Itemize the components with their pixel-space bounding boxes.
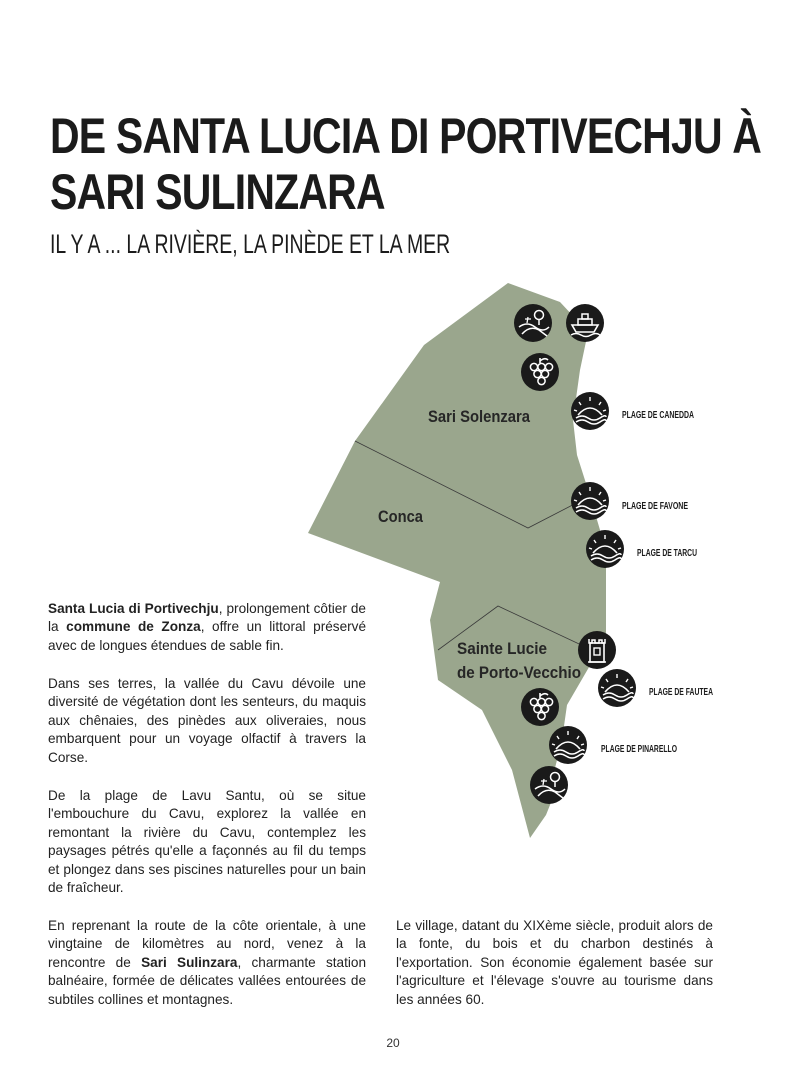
beach-sunset-icon — [571, 482, 609, 520]
tower-icon — [578, 631, 616, 669]
paragraph-intro: Santa Lucia di Portivechju, prolongement côtier de la commune de Zonza, offre un littoral préservé avec de longues étendues de sable fin. — [48, 601, 367, 653]
town-sainte-lucie-line2: de Porto-Vecchio — [457, 663, 581, 682]
town-sainte-lucie-line1: Sainte Lucie — [457, 639, 547, 658]
beach-label-fautea: PLAGE DE FAUTEA — [649, 687, 713, 698]
hiking-icon — [530, 766, 568, 804]
town-conca: Conca — [378, 507, 424, 526]
paragraph-lavu-santu: De la plage de Lavu Santu, où se situe l'embouchure du Cavu, explorez la vallée en remontant la rivière du Cavu, contemplez les paysages pétrés qu'elle a façonnés au fil du temps et plongez dans ses piscines naturelles pour un bain de fraîcheur. — [48, 788, 366, 896]
beach-sunset-icon — [586, 530, 624, 568]
beach-sunset-icon — [598, 669, 636, 707]
grapes-icon — [521, 688, 559, 726]
town-sari-solenzara: Sari Solenzara — [428, 407, 531, 426]
boat-icon — [566, 304, 604, 342]
paragraph-cavu-valley: Dans ses terres, la vallée du Cavu dévoile une diversité de végétation dont les senteurs, du maquis aux chênaies, des pinèdes aux oliveraies, nous embarquent pour un voyage olfactif à travers la Corse. — [48, 676, 366, 765]
page-number: 20 — [386, 1036, 400, 1050]
paragraph-sari-sulinzara: En reprenant la route de la côte orientale, à une vingtaine de kilomètres au nord, venez à la rencontre de Sari Sulinzara, charmante station balnéaire, formée de délicates vallées entourées de subtiles collines et montagnes. — [48, 918, 367, 1007]
beach-label-canedda: PLAGE DE CANEDDA — [622, 410, 694, 421]
beach-label-pinarello: PLAGE DE PINARELLO — [601, 744, 678, 755]
title-line-2: SARI SULINZARA — [50, 164, 385, 220]
title-line-1: DE SANTA LUCIA DI PORTIVECHJU À — [50, 108, 762, 164]
paragraph-village-history: Le village, datant du XIXème siècle, produit alors de la fonte, du bois et du charbon destinés à l'exportation. Son économie également basée sur l'agriculture et l'élevage s'ouvre au tourisme dans les années 60. — [396, 918, 713, 1007]
grapes-icon — [521, 353, 559, 391]
beach-sunset-icon — [549, 726, 587, 764]
beach-sunset-icon — [571, 392, 609, 430]
page-subtitle: IL Y A ... LA RIVIÈRE, LA PINÈDE ET LA MER — [50, 229, 451, 259]
hiking-icon — [514, 304, 552, 342]
beach-label-favone: PLAGE DE FAVONE — [622, 501, 689, 512]
beach-label-tarcu: PLAGE DE TARCU — [637, 548, 697, 559]
